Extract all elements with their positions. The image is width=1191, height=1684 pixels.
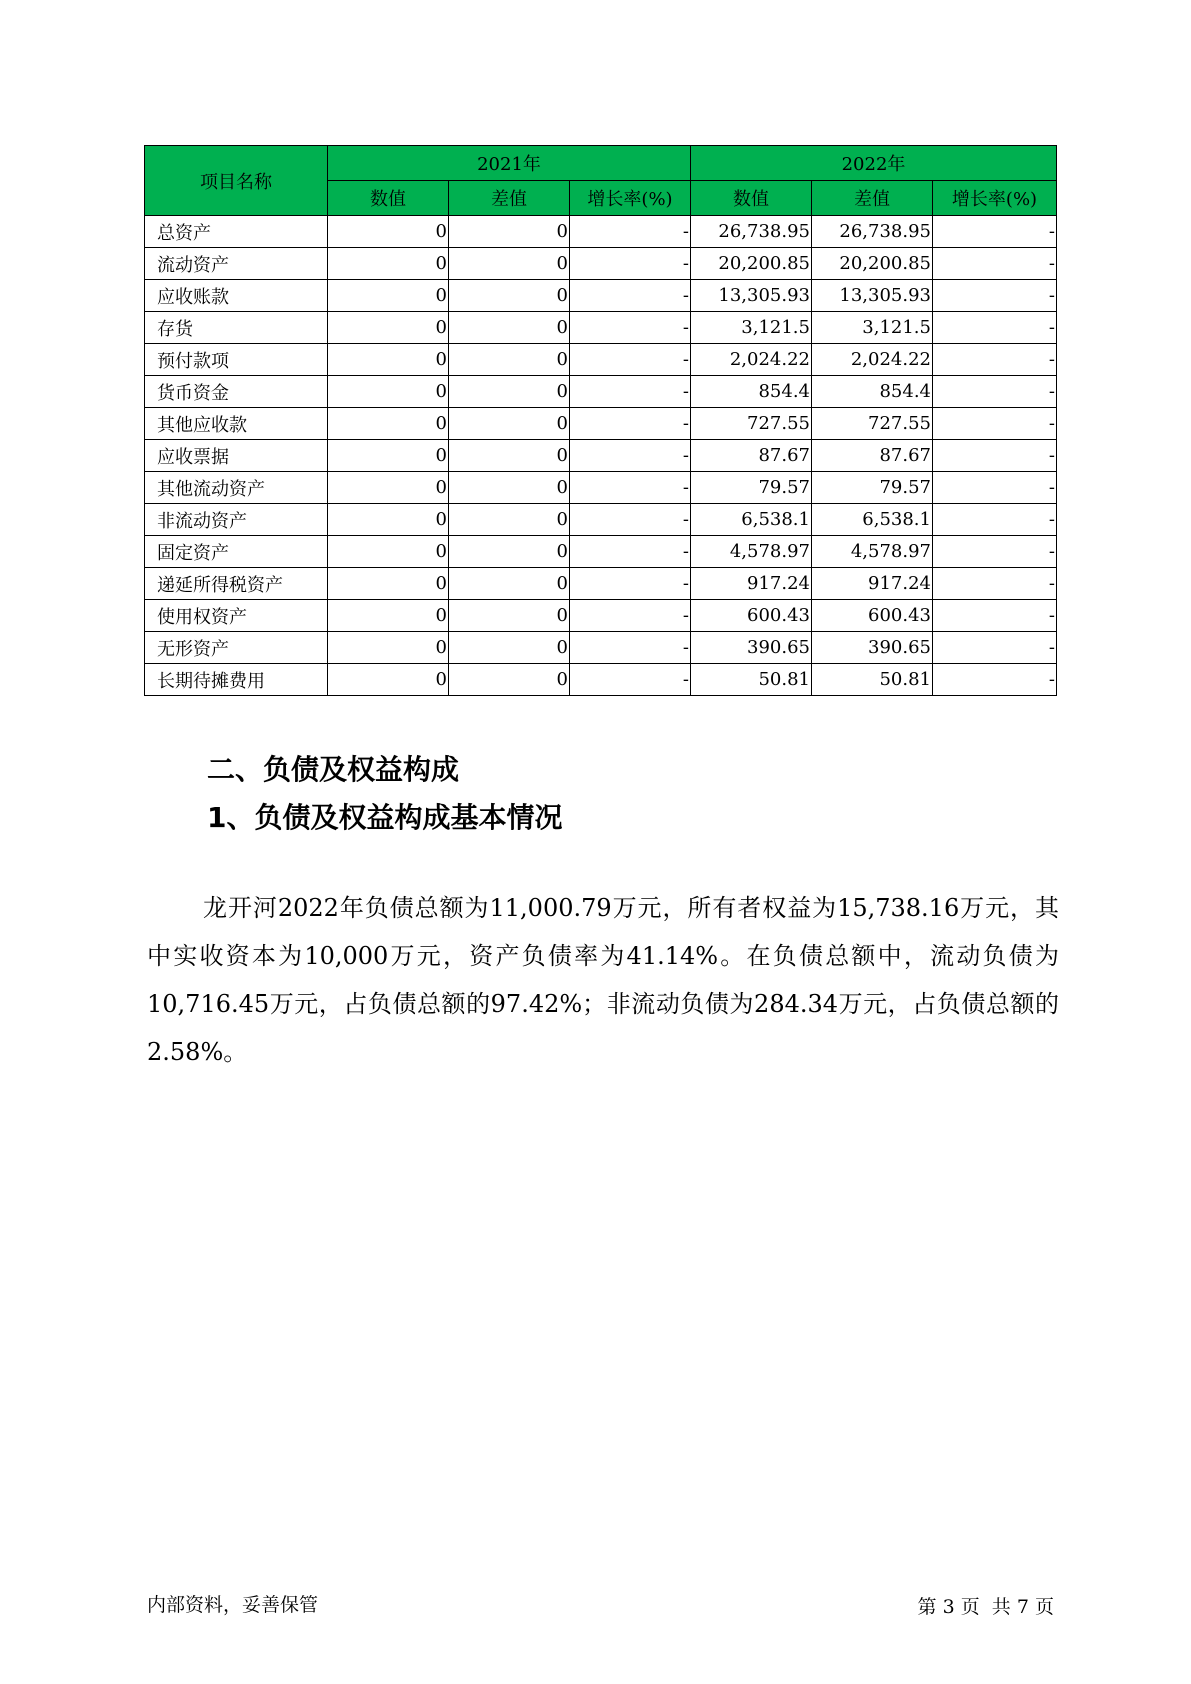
- table-cell: 0: [449, 632, 570, 664]
- table-row: [145, 376, 1057, 408]
- table-cell: -: [933, 408, 1057, 440]
- table-cell: -: [570, 280, 691, 312]
- table-cell: -: [933, 504, 1057, 536]
- table-cell: 0: [449, 440, 570, 472]
- table-row: [145, 216, 1057, 248]
- table-cell: 0: [328, 632, 449, 664]
- table-cell: -: [933, 312, 1057, 344]
- table-row: [145, 472, 1057, 504]
- table-cell: -: [570, 376, 691, 408]
- table-row: [145, 312, 1057, 344]
- subheader-value: 数值: [328, 181, 449, 216]
- table-cell: -: [933, 216, 1057, 248]
- table-cell: 13,305.93: [691, 280, 812, 312]
- table-cell: 0: [449, 664, 570, 696]
- page-mid: 页 共: [960, 1596, 1011, 1618]
- table-cell: 854.4: [812, 376, 933, 408]
- row-label: 预付款项: [145, 344, 328, 376]
- row-label: 货币资金: [145, 376, 328, 408]
- subsection-heading: 1、负债及权益构成基本情况: [207, 801, 563, 834]
- table-cell: 917.24: [691, 568, 812, 600]
- row-label: 使用权资产: [145, 600, 328, 632]
- table-cell: -: [933, 632, 1057, 664]
- table-cell: 0: [328, 472, 449, 504]
- table-cell: -: [570, 440, 691, 472]
- table-cell: -: [933, 664, 1057, 696]
- row-label: 固定资产: [145, 536, 328, 568]
- header-year-2021: 2021年: [328, 146, 691, 181]
- table-cell: 727.55: [812, 408, 933, 440]
- subheader-diff: 差值: [812, 181, 933, 216]
- table-cell: -: [933, 568, 1057, 600]
- table-cell: 50.81: [812, 664, 933, 696]
- table-cell: 0: [449, 376, 570, 408]
- table-cell: -: [933, 440, 1057, 472]
- table-cell: -: [570, 216, 691, 248]
- table-cell: 0: [449, 312, 570, 344]
- table-cell: 0: [449, 504, 570, 536]
- page-indicator: [918, 1592, 1055, 1619]
- table-cell: 26,738.95: [812, 216, 933, 248]
- table-cell: 0: [328, 344, 449, 376]
- table-cell: 50.81: [691, 664, 812, 696]
- row-label: 长期待摊费用: [145, 664, 328, 696]
- table-cell: 0: [449, 472, 570, 504]
- table-cell: -: [570, 632, 691, 664]
- table-cell: -: [570, 248, 691, 280]
- table-cell: -: [933, 248, 1057, 280]
- table-row: [145, 632, 1057, 664]
- table-cell: 0: [449, 600, 570, 632]
- table-cell: -: [933, 376, 1057, 408]
- body-paragraph: 龙开河2022年负债总额为11,000.79万元，所有者权益为15,738.16万元，其中实收资本为10,000万元，资产负债率为41.14%。在负债总额中，流动负债为10,716.45万元，占负债总额的97.42%；非流动负债为284.34万元，占负债总额的2.58%。: [147, 894, 1059, 1066]
- row-label: 流动资产: [145, 248, 328, 280]
- table-cell: -: [570, 344, 691, 376]
- asset-table: [144, 145, 1057, 696]
- table-row: [145, 504, 1057, 536]
- table-body: [145, 216, 1057, 696]
- table-row: [145, 248, 1057, 280]
- table-cell: -: [933, 472, 1057, 504]
- table-cell: 0: [328, 536, 449, 568]
- table-row: [145, 600, 1057, 632]
- table-row: [145, 344, 1057, 376]
- table-cell: -: [570, 664, 691, 696]
- confidential-note: 内部资料，妥善保管: [147, 1594, 319, 1616]
- table-cell: 0: [449, 536, 570, 568]
- table-cell: 0: [328, 408, 449, 440]
- table-cell: 0: [328, 440, 449, 472]
- table-cell: -: [570, 472, 691, 504]
- table-cell: -: [570, 536, 691, 568]
- table-cell: 390.65: [812, 632, 933, 664]
- page-number: 3: [942, 1596, 955, 1618]
- page-prefix: 第: [917, 1596, 937, 1618]
- table-row: [145, 568, 1057, 600]
- table-cell: 6,538.1: [812, 504, 933, 536]
- row-label: 应收票据: [145, 440, 328, 472]
- table-cell: 600.43: [691, 600, 812, 632]
- table-row: [145, 408, 1057, 440]
- table-cell: 3,121.5: [812, 312, 933, 344]
- table-row: [145, 664, 1057, 696]
- table-cell: 87.67: [691, 440, 812, 472]
- subheader-value: 数值: [691, 181, 812, 216]
- table-cell: 6,538.1: [691, 504, 812, 536]
- table-cell: 0: [449, 280, 570, 312]
- page-suffix: 页: [1034, 1596, 1054, 1618]
- table-cell: 2,024.22: [812, 344, 933, 376]
- table-cell: 4,578.97: [691, 536, 812, 568]
- table-cell: 79.57: [691, 472, 812, 504]
- table-cell: 0: [449, 344, 570, 376]
- subheader-growth: 增长率(%): [570, 181, 691, 216]
- header-item-name: 项目名称: [145, 146, 328, 216]
- table-cell: 0: [328, 312, 449, 344]
- table-row: [145, 280, 1057, 312]
- table-row: [145, 440, 1057, 472]
- table-cell: 390.65: [691, 632, 812, 664]
- table-header-row: [145, 146, 1057, 181]
- row-label: 存货: [145, 312, 328, 344]
- table-cell: 26,738.95: [691, 216, 812, 248]
- table-cell: 917.24: [812, 568, 933, 600]
- table-cell: 3,121.5: [691, 312, 812, 344]
- table-cell: 0: [328, 568, 449, 600]
- row-label: 其他流动资产: [145, 472, 328, 504]
- subheader-growth: 增长率(%): [933, 181, 1057, 216]
- table-cell: 4,578.97: [812, 536, 933, 568]
- table-cell: 0: [449, 408, 570, 440]
- header-year-2022: 2022年: [691, 146, 1057, 181]
- table-cell: -: [570, 600, 691, 632]
- table-cell: 20,200.85: [812, 248, 933, 280]
- table-cell: 2,024.22: [691, 344, 812, 376]
- row-label: 总资产: [145, 216, 328, 248]
- table-cell: 0: [449, 248, 570, 280]
- table-cell: -: [570, 504, 691, 536]
- table-cell: 854.4: [691, 376, 812, 408]
- row-label: 无形资产: [145, 632, 328, 664]
- table-cell: 0: [328, 664, 449, 696]
- table-cell: 0: [449, 216, 570, 248]
- row-label: 应收账款: [145, 280, 328, 312]
- table-cell: 79.57: [812, 472, 933, 504]
- subheader-diff: 差值: [449, 181, 570, 216]
- row-label: 其他应收款: [145, 408, 328, 440]
- table-cell: 727.55: [691, 408, 812, 440]
- row-label: 递延所得税资产: [145, 568, 328, 600]
- table-cell: 87.67: [812, 440, 933, 472]
- table-cell: 20,200.85: [691, 248, 812, 280]
- table-cell: 0: [328, 504, 449, 536]
- table-cell: 0: [449, 568, 570, 600]
- total-pages: 7: [1016, 1596, 1029, 1618]
- table-cell: -: [570, 568, 691, 600]
- table-cell: 0: [328, 216, 449, 248]
- table-cell: 0: [328, 280, 449, 312]
- table-cell: 13,305.93: [812, 280, 933, 312]
- table-cell: 600.43: [812, 600, 933, 632]
- table-cell: -: [933, 280, 1057, 312]
- table-row: [145, 536, 1057, 568]
- table-cell: 0: [328, 600, 449, 632]
- table-cell: 0: [328, 248, 449, 280]
- table-cell: -: [933, 600, 1057, 632]
- table-cell: 0: [328, 376, 449, 408]
- section-heading: 二、负债及权益构成: [207, 753, 460, 786]
- table-cell: -: [933, 344, 1057, 376]
- table-cell: -: [570, 312, 691, 344]
- table-cell: -: [933, 536, 1057, 568]
- row-label: 非流动资产: [145, 504, 328, 536]
- table-cell: -: [570, 408, 691, 440]
